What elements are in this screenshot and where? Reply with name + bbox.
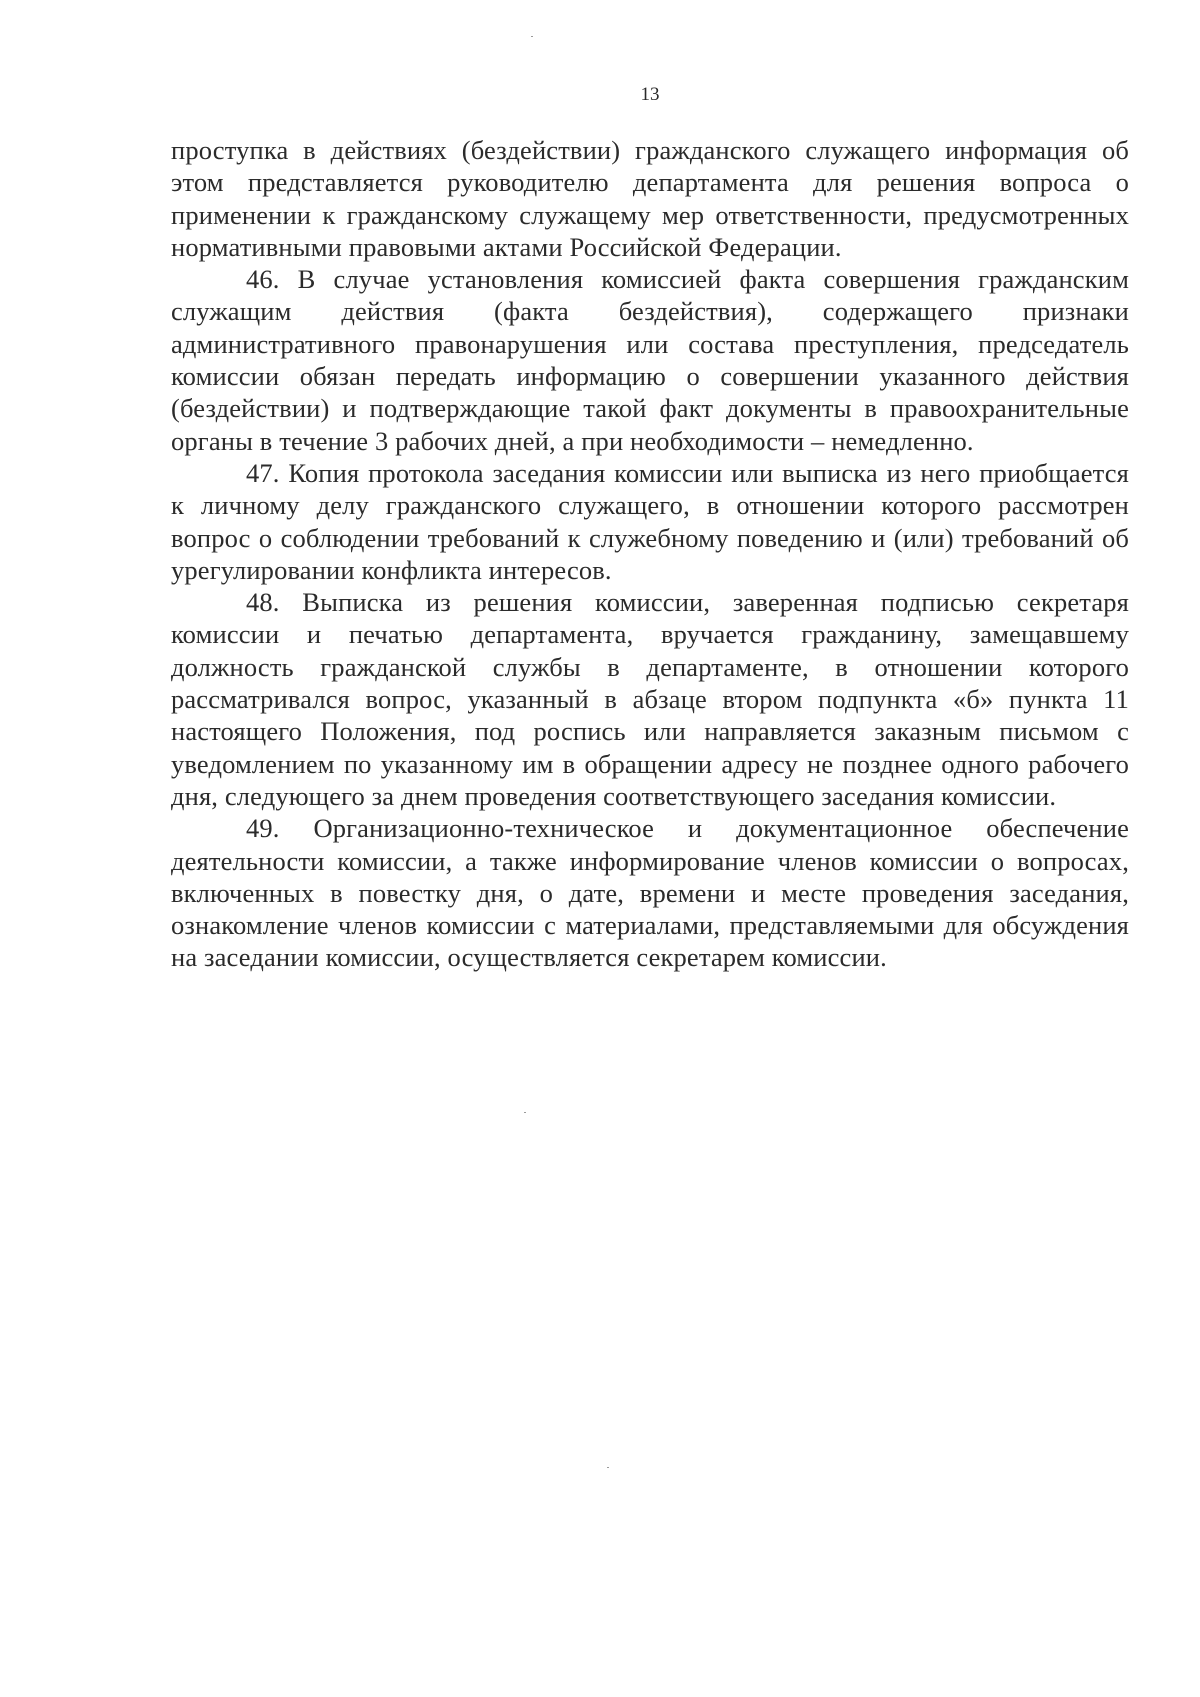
- paragraph-47: 47. Копия протокола заседания комиссии или выписка из него приобщается к личному делу гражданского служащего, в отношении которого рассмотрен вопрос о соблюдении требований к служебному поведению и (или) требований об урегулировании конфликта интересов.: [171, 457, 1129, 585]
- page-number: 13: [640, 84, 660, 105]
- scan-speck: [524, 1112, 526, 1113]
- paragraph-48: 48. Выписка из решения комиссии, заверенная подписью секретаря комиссии и печатью департамента, вручается гражданину, замещавшему должность гражданской службы в департаменте, в отношении которого рассматривался вопрос, указанный в абзаце втором подпункта «б» пункта 11 настоящего Положения, под роспись или направляется заказным письмом с уведомлением по указанному им в обращении адресу не позднее одного рабочего дня, следующего за днем проведения соответствующего заседания комиссии.: [171, 587, 1129, 811]
- paragraph-continuation: проступка в действиях (бездействии) гражданского служащего информация об этом представляется руководителю департамента для решения вопроса о применении к гражданскому служащему мер ответственности, предусмотренных нормативными правовыми актами Российской Федерации.: [171, 135, 1129, 262]
- document-body: [171, 134, 1129, 974]
- scan-speck: [531, 36, 533, 37]
- paragraph-46: 46. В случае установления комиссией факта совершения гражданским служащим действия (факта бездействия), содержащего признаки административного правонарушения или состава преступления, председатель комиссии обязан передать информацию о совершении указанного действия (бездействии) и подтверждающие такой факт документы в правоохранительные органы в течение 3 рабочих дней, а при необходимости – немедленно.: [171, 264, 1129, 456]
- scan-speck: [607, 1467, 609, 1468]
- paragraph-49: 49. Организационно-техническое и документационное обеспечение деятельности комиссии, а также информирование членов комиссии о вопросах, включенных в повестку дня, о дате, времени и месте проведения заседания, ознакомление членов комиссии с материалами, представляемыми для обсуждения на заседании комиссии, осуществляется секретарем комиссии.: [171, 813, 1129, 973]
